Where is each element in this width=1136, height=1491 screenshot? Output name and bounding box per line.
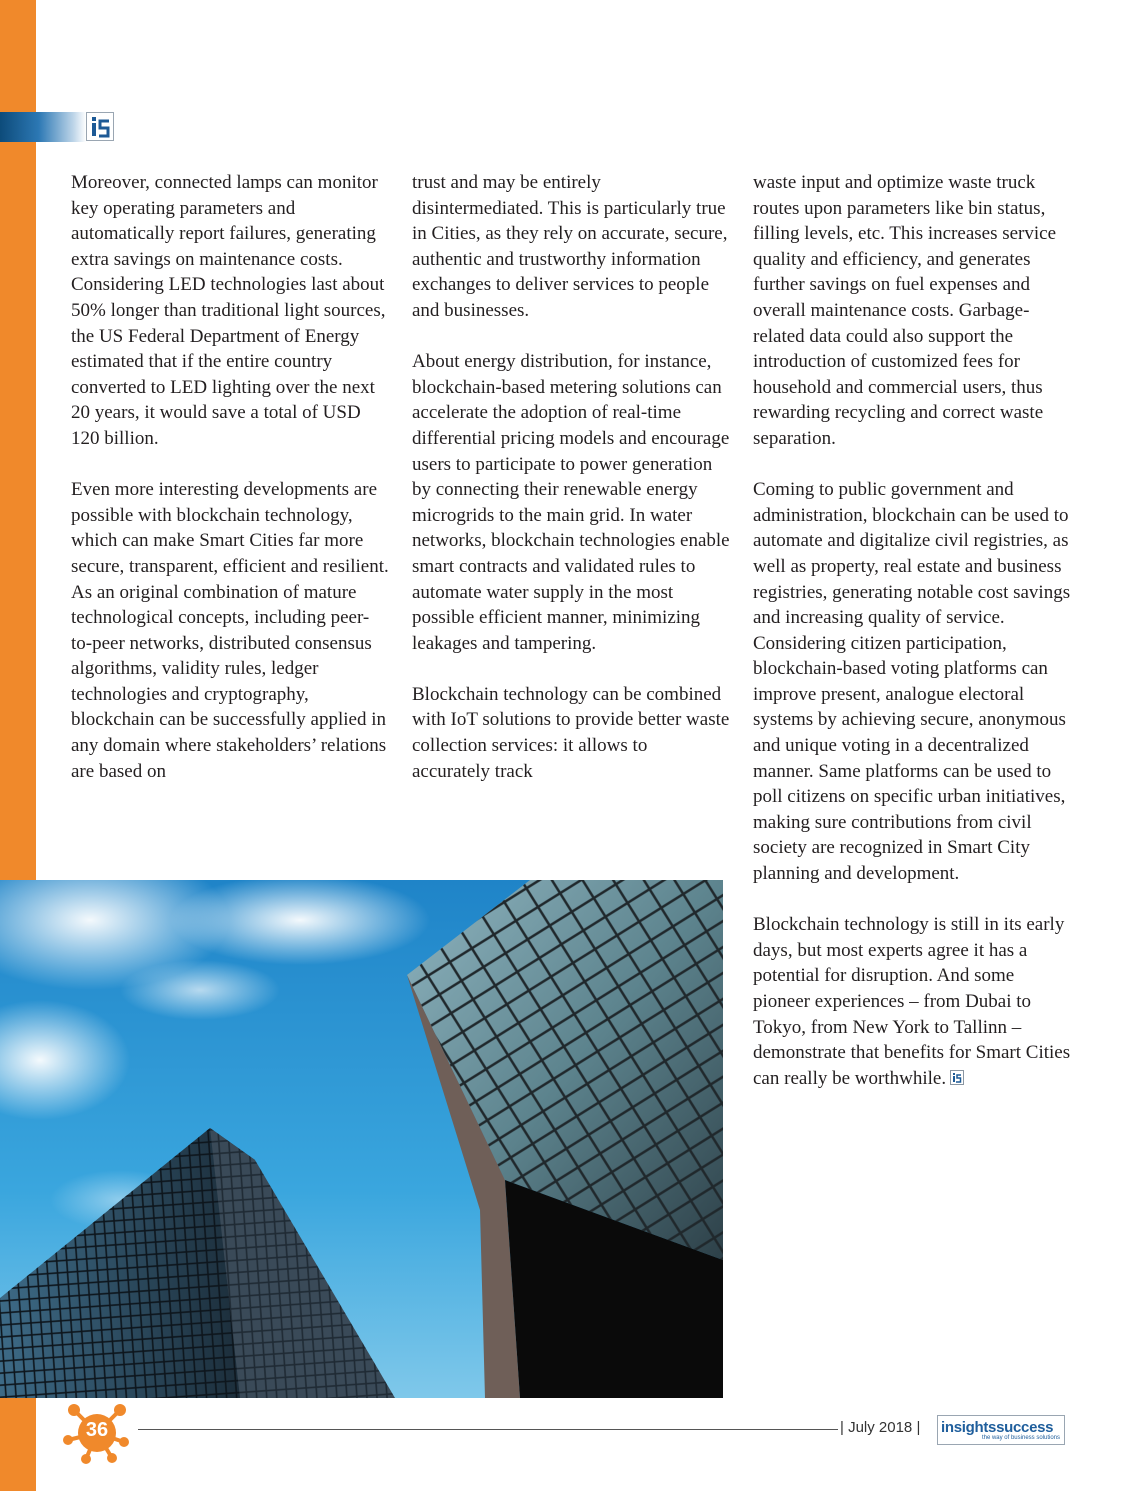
city-buildings-photo bbox=[0, 880, 723, 1398]
footer-date: | July 2018 | bbox=[840, 1419, 921, 1436]
brand-name: insightssuccess bbox=[941, 1419, 1054, 1436]
paragraph-final bbox=[753, 912, 1071, 1091]
brand-tagline: the way of business solutions bbox=[981, 1435, 1060, 1441]
brand-logo bbox=[937, 1415, 1065, 1445]
paragraph-text: Blockchain technology is still in its early days, but most experts agree it has a potential for disruption. And some pioneer experiences – from Dubai to Tokyo, from New York to Tallinn – demonstrate that benefits for Smart Cities can really be worthwhile. bbox=[753, 914, 1071, 1089]
paragraph: trust and may be entirely disintermediated. This is particularly true in Cities, as they rely on accurate, secure, authentic and trustworthy information exchanges to deliver services to people and businesses. bbox=[412, 172, 728, 321]
paragraph: Coming to public government and administration, blockchain can be used to automate and digitalize civil registries, as well as property, real estate and business registries, generating notable cost savings and increasing quality of service. Considering citizen participation, blockchain-based voting platforms can improve present, analogue electoral systems by achieving secure, anonymous and unique voting in a decentralized manner. Same platforms can be used to poll citizens on specific urban initiatives, making sure contributions from civil society are recognized in Smart City planning and development. bbox=[753, 479, 1071, 885]
header-gradient-strip bbox=[0, 112, 86, 142]
paragraph: waste input and optimize waste truck routes upon parameters like bin status, filling levels, etc. This increases service quality and efficiency, and generates further savings on fuel expenses and overall maintenance costs. Garbage-related data could also support the introduction of customized fees for household and commercial users, thus rewarding recycling and correct waste separation. bbox=[753, 172, 1057, 449]
paragraph: Blockchain technology can be combined with IoT solutions to provide better waste collection services: it allows to accurately track bbox=[412, 683, 730, 782]
page-number: 36 bbox=[85, 1419, 109, 1441]
paragraph: Even more interesting developments are possible with blockchain technology, which can make Smart Cities far more secure, transparent, efficient and resilient. As an original combination of mature technological concepts, including peer-to-peer networks, distributed consensus algorithms, validity rules, ledger technologies and cryptography, blockchain can be successfully applied in any domain where stakeholders’ relations are based on bbox=[71, 479, 389, 782]
footer-divider bbox=[138, 1429, 838, 1430]
text-column-1 bbox=[71, 170, 389, 810]
text-column-3 bbox=[753, 170, 1071, 1117]
text-column-2 bbox=[412, 170, 730, 810]
end-mark-icon bbox=[950, 1070, 964, 1085]
magazine-logo-icon bbox=[86, 112, 114, 141]
paragraph: Moreover, connected lamps can monitor key operating parameters and automatically report failures, generating extra savings on maintenance costs. Considering LED technologies last about 50% longer than traditional light sources, the US Federal Department of Energy estimated that if the entire country converted to LED lighting over the next 20 years, it would save a total of USD 120 billion. bbox=[71, 172, 386, 449]
paragraph: About energy distribution, for instance, blockchain-based metering solutions can accelerate the adoption of real-time differential pricing models and encourage users to participate to power generation by connecting their renewable energy microgrids to the main grid. In water networks, blockchain technologies enable smart contracts and validated rules to automate water supply in the most possible efficient manner, minimizing leakages and tampering. bbox=[412, 351, 730, 654]
